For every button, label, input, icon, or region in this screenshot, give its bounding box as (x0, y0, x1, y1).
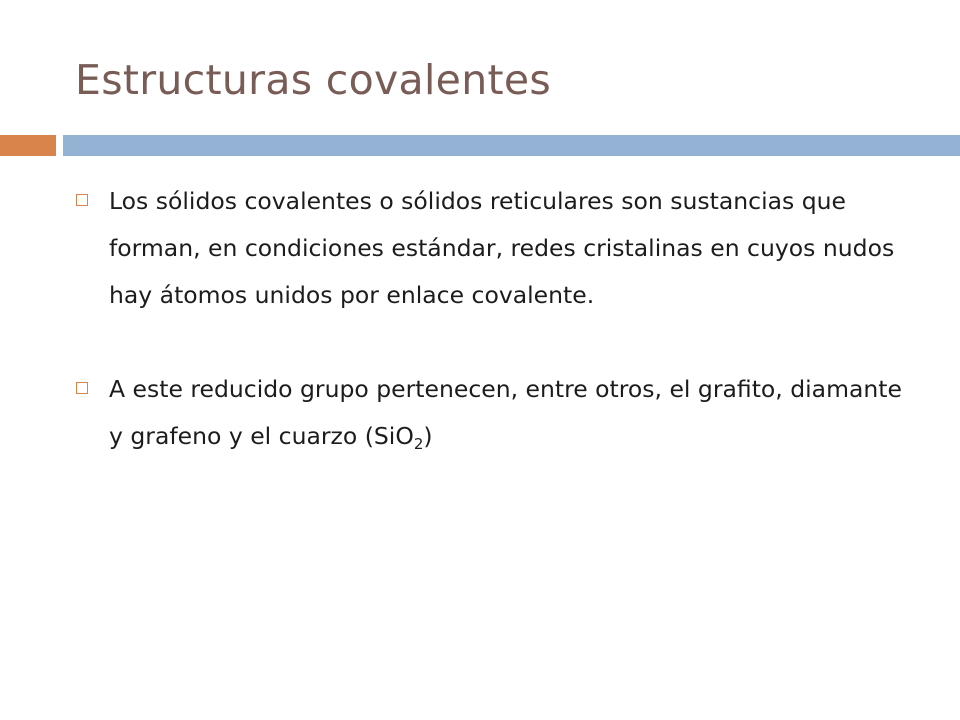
bullet-text-closing: ) (423, 422, 433, 450)
slide-title: Estructuras covalentes (75, 56, 552, 104)
bullet-text (109, 375, 902, 453)
accent-bar-orange (0, 135, 56, 156)
bullet-text-main: A este reducido grupo pertenecen, entre otros, el grafito, diamante y grafeno y el cuarzo (SiO (109, 375, 902, 450)
bullet-text: Los sólidos covalentes o sólidos reticulares son sustancias que forman, en condiciones estándar, redes cristalinas en cuyos nudos hay átomos unidos por enlace covalente. (109, 187, 895, 309)
square-bullet-icon (76, 194, 88, 206)
subscript-two: 2 (413, 435, 424, 453)
bullet-item-covalent-solids (0, 178, 960, 319)
bullet-item-examples (0, 366, 960, 460)
bullet-list (0, 178, 960, 507)
accent-bar-blue (63, 135, 960, 156)
square-bullet-icon (76, 382, 88, 394)
